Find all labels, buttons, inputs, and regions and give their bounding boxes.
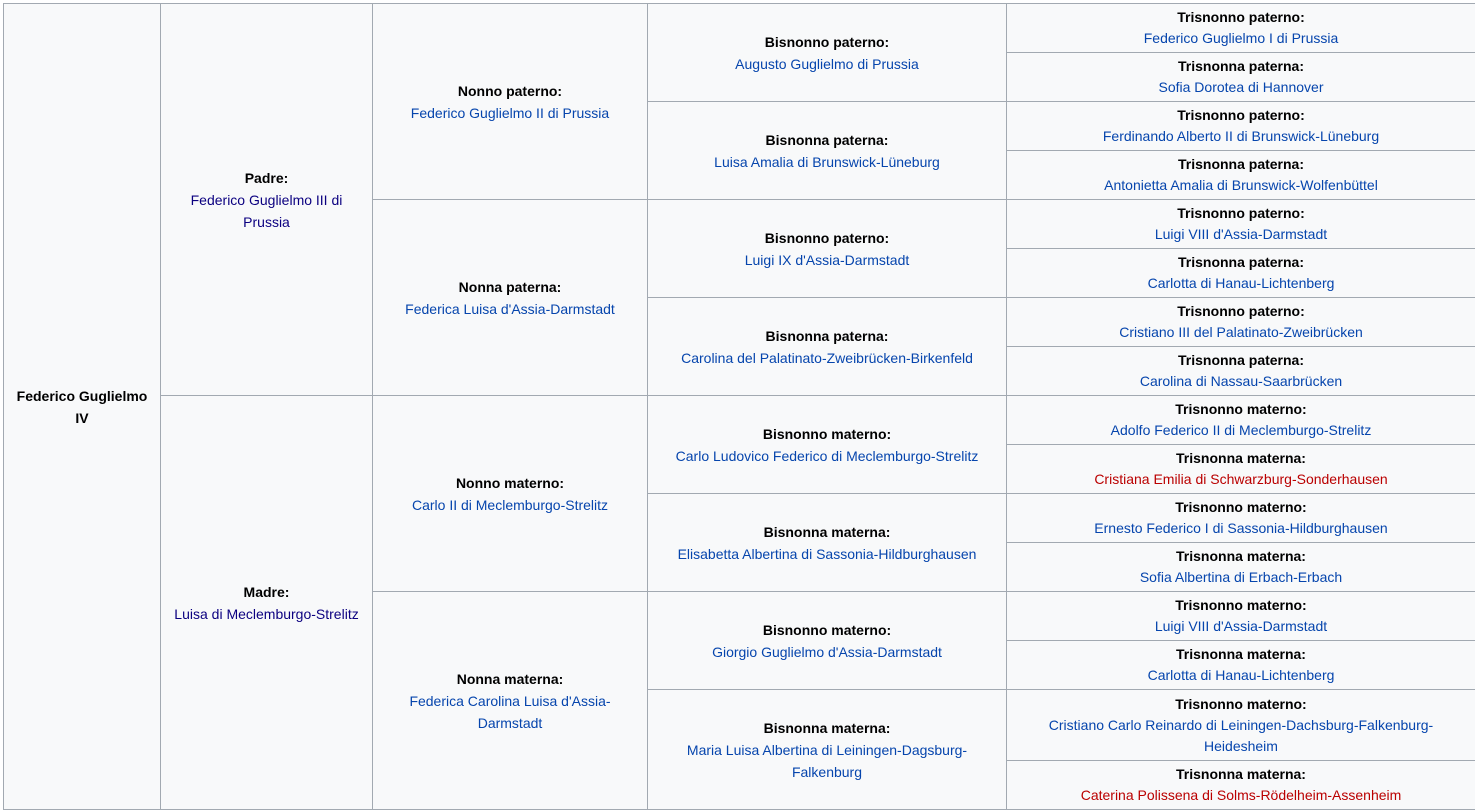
great-great-grandparent-role: Trisnonna materna: xyxy=(1176,450,1306,466)
great-great-grandparent-role: Trisnonno paterno: xyxy=(1177,107,1305,123)
great-grandparent-cell xyxy=(648,298,1007,396)
great-great-grandparent-link[interactable]: Luigi VIII d'Assia-Darmstadt xyxy=(1154,618,1328,634)
great-great-grandparent-link[interactable]: Federico Guglielmo I di Prussia xyxy=(1143,30,1339,46)
great-grandparent-link[interactable]: Luigi IX d'Assia-Darmstadt xyxy=(744,251,910,268)
grandparent-role: Nonno paterno: xyxy=(457,82,563,99)
great-grandparent-role: Bisnonna materna: xyxy=(763,523,891,540)
parent-link[interactable]: Federico Guglielmo III di Prussia xyxy=(190,191,343,230)
great-grandparent-link[interactable]: Luisa Amalia di Brunswick-Lüneburg xyxy=(714,153,940,170)
great-great-grandparent-role: Trisnonna paterna: xyxy=(1177,254,1305,270)
great-great-grandparent-link[interactable]: Cristiano Carlo Reinardo di Leiningen-Dachsburg-Falkenburg-Heidesheim xyxy=(1048,716,1434,754)
grandparent-link[interactable]: Carlo II di Meclemburgo-Strelitz xyxy=(411,496,609,513)
subject-cell xyxy=(4,4,161,810)
great-great-grandparent-role: Trisnonna materna: xyxy=(1176,548,1306,564)
parent-cell-father xyxy=(161,4,373,396)
great-great-grandparent-role: Trisnonna paterna: xyxy=(1177,58,1305,74)
great-great-grandparent-role: Trisnonna materna: xyxy=(1176,766,1306,782)
great-great-grandparent-link[interactable]: Carlotta di Hanau-Lichtenberg xyxy=(1147,275,1335,291)
great-grandparent-cell xyxy=(648,494,1007,592)
grandparent-link[interactable]: Federico Guglielmo II di Prussia xyxy=(410,104,610,121)
great-great-grandparent-cell xyxy=(1007,690,1475,761)
pedigree-table xyxy=(3,3,1475,810)
great-grandparent-role: Bisnonna materna: xyxy=(763,719,891,736)
great-grandparent-link[interactable]: Carlo Ludovico Federico di Meclemburgo-Strelitz xyxy=(675,447,979,464)
great-great-grandparent-cell xyxy=(1007,53,1475,102)
great-great-grandparent-cell xyxy=(1007,592,1475,641)
great-great-grandparent-cell xyxy=(1007,347,1475,396)
great-great-grandparent-cell xyxy=(1007,298,1475,347)
great-great-grandparent-link[interactable]: Carlotta di Hanau-Lichtenberg xyxy=(1147,667,1335,683)
great-great-grandparent-role: Trisnonno paterno: xyxy=(1177,9,1305,25)
great-grandparent-cell xyxy=(648,396,1007,494)
great-grandparent-role: Bisnonno materno: xyxy=(762,621,892,638)
great-great-grandparent-cell xyxy=(1007,200,1475,249)
great-great-grandparent-cell xyxy=(1007,102,1475,151)
great-great-grandparent-link[interactable]: Ernesto Federico I di Sassonia-Hildburghausen xyxy=(1094,520,1388,536)
great-great-grandparent-role: Trisnonna paterna: xyxy=(1177,156,1305,172)
great-grandparent-cell xyxy=(648,200,1007,298)
great-great-grandparent-link[interactable]: Carolina di Nassau-Saarbrücken xyxy=(1139,373,1343,389)
great-grandparent-cell xyxy=(648,4,1007,102)
grandparent-role: Nonna materna: xyxy=(456,670,564,687)
grandparent-role: Nonno materno: xyxy=(455,474,565,491)
great-great-grandparent-cell xyxy=(1007,494,1475,543)
great-great-grandparent-cell xyxy=(1007,249,1475,298)
great-great-grandparent-role: Trisnonno materno: xyxy=(1175,695,1307,712)
great-great-grandparent-cell xyxy=(1007,445,1475,494)
great-grandparent-cell xyxy=(648,690,1007,810)
great-great-grandparent-link[interactable]: Adolfo Federico II di Meclemburgo-Strelitz xyxy=(1110,422,1372,438)
grandparent-link[interactable]: Federica Luisa d'Assia-Darmstadt xyxy=(405,300,615,317)
great-grandparent-role: Bisnonno materno: xyxy=(762,425,892,442)
great-grandparent-role: Bisnonna paterna: xyxy=(765,131,889,148)
great-great-grandparent-cell xyxy=(1007,761,1475,810)
grandparent-cell xyxy=(373,200,648,396)
great-grandparent-role: Bisnonna paterna: xyxy=(765,327,889,344)
great-grandparent-role: Bisnonno paterno: xyxy=(764,33,890,50)
parent-link[interactable]: Luisa di Meclemburgo-Strelitz xyxy=(174,605,359,622)
great-great-grandparent-cell xyxy=(1007,641,1475,690)
great-grandparent-link[interactable]: Carolina del Palatinato-Zweibrücken-Birkenfeld xyxy=(681,349,973,366)
great-great-grandparent-role: Trisnonno materno: xyxy=(1175,401,1307,417)
great-great-grandparent-link[interactable]: Ferdinando Alberto II di Brunswick-Lüneburg xyxy=(1102,128,1380,144)
great-great-grandparent-link[interactable]: Luigi VIII d'Assia-Darmstadt xyxy=(1154,226,1328,242)
great-great-grandparent-link-missing[interactable]: Caterina Polissena di Solms-Rödelheim-Assenheim xyxy=(1080,787,1402,803)
great-great-grandparent-link[interactable]: Antonietta Amalia di Brunswick-Wolfenbüttel xyxy=(1104,177,1378,193)
great-great-grandparent-role: Trisnonna materna: xyxy=(1176,646,1306,662)
great-great-grandparent-role: Trisnonno materno: xyxy=(1175,499,1307,515)
great-great-grandparent-link[interactable]: Sofia Albertina di Erbach-Erbach xyxy=(1139,569,1343,585)
great-great-grandparent-cell xyxy=(1007,543,1475,592)
parent-role: Madre: xyxy=(243,583,290,600)
subject-name: Federico Guglielmo IV xyxy=(16,387,148,426)
great-grandparent-cell xyxy=(648,102,1007,200)
great-great-grandparent-cell xyxy=(1007,151,1475,200)
great-grandparent-link[interactable]: Augusto Guglielmo di Prussia xyxy=(735,55,919,72)
grandparent-cell xyxy=(373,396,648,592)
great-grandparent-link[interactable]: Elisabetta Albertina di Sassonia-Hildburghausen xyxy=(677,545,977,562)
great-great-grandparent-role: Trisnonno paterno: xyxy=(1177,303,1305,319)
parent-role: Padre: xyxy=(244,169,289,186)
great-great-grandparent-cell xyxy=(1007,396,1475,445)
great-great-grandparent-cell xyxy=(1007,4,1475,53)
great-great-grandparent-link[interactable]: Sofia Dorotea di Hannover xyxy=(1158,79,1324,95)
great-great-grandparent-link-missing[interactable]: Cristiana Emilia di Schwarzburg-Sonderhausen xyxy=(1094,471,1388,487)
grandparent-cell xyxy=(373,592,648,810)
grandparent-cell xyxy=(373,4,648,200)
great-grandparent-cell xyxy=(648,592,1007,690)
great-great-grandparent-role: Trisnonno paterno: xyxy=(1177,205,1305,221)
grandparent-role: Nonna paterna: xyxy=(458,278,562,295)
great-grandparent-role: Bisnonno paterno: xyxy=(764,229,890,246)
great-great-grandparent-role: Trisnonna paterna: xyxy=(1177,352,1305,368)
great-great-grandparent-link[interactable]: Cristiano III del Palatinato-Zweibrücken xyxy=(1119,324,1363,340)
great-grandparent-link[interactable]: Giorgio Guglielmo d'Assia-Darmstadt xyxy=(712,643,942,660)
grandparent-link[interactable]: Federica Carolina Luisa d'Assia-Darmstadt xyxy=(409,692,611,731)
great-grandparent-link[interactable]: Maria Luisa Albertina di Leiningen-Dagsburg-Falkenburg xyxy=(686,741,968,780)
great-great-grandparent-role: Trisnonno materno: xyxy=(1175,597,1307,613)
parent-cell-mother xyxy=(161,396,373,810)
